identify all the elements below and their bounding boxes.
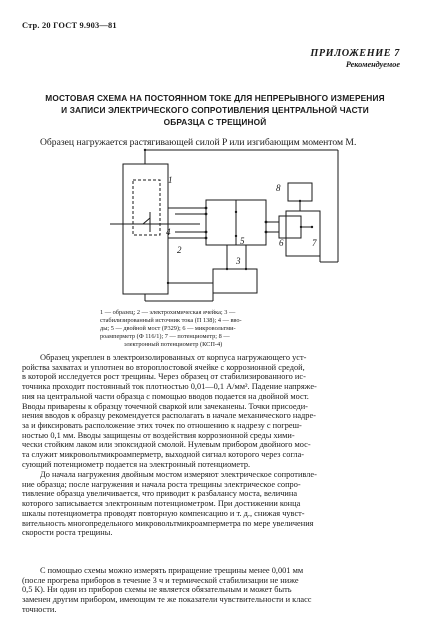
text-line: заменен другим прибором, имеющим те же показатели чувствительности и класс (22, 595, 312, 605)
diagram-label-1: 1 (168, 175, 173, 185)
text-line: шкалы потенциометра проводят повторную компенсацию и т. д., снижая чувст- (22, 508, 305, 518)
appendix-title: ПРИЛОЖЕНИЕ 7 (310, 48, 400, 59)
text-line: точности. (22, 604, 57, 614)
caption-line: 1 — образец; 2 — электрохимическая ячейка; 3 — (100, 309, 236, 316)
diagram-label-5: 5 (240, 236, 245, 246)
electronic-potentiometer-box (288, 183, 312, 201)
text-line: ностью 0,1 мм. Вводы защищены от воздействия коррозионной среды хими- (22, 430, 295, 440)
text-line: сующий потенциометр подается на электронный потенциометр. (22, 459, 251, 469)
current-source-box (213, 269, 257, 293)
diagram-label-2: 2 (177, 245, 182, 255)
intro-text: Образец нагружается растягивающей силой P или изгибающим моментом M. (40, 137, 357, 148)
text-line: тивление образца увеличивается, что приводит к разбалансу моста, величина (22, 489, 298, 499)
caption-line: роамперметр (Ф 116/1); 7 — потенциометр; 8 — (100, 333, 230, 341)
text-line: ройства захватах и уплотнен во второплостовой ячейке с коррозионной средой, (22, 362, 305, 372)
text-line: нения вводов к образцу рекомендуется располагать в начале механического надре- (22, 411, 316, 421)
caption-line: ды; 5 — двойной мост (Р329); 6 — микровольтми- (100, 325, 236, 333)
text-line: С помощью схемы можно измерять приращение трещины менее 0,001 мм (40, 566, 304, 575)
diagram-label-3: 3 (236, 256, 241, 266)
diagram-label-8: 8 (276, 183, 281, 193)
caption-line: электронный потенциометр (КСП-4) (124, 341, 223, 349)
specimen-outline (123, 164, 168, 294)
text-line: Образец укреплен в электроизолированных от корпуса нагружающего уст- (40, 353, 307, 362)
title-line: И ЗАПИСИ ЭЛЕКТРИЧЕСКОГО СОПРОТИВЛЕНИЯ ЦЕНТРАЛЬНОЙ ЧАСТИ (61, 105, 369, 116)
text-line: (после прогрева приборов в течение 3 ч и термической стабилизации не ниже (22, 575, 299, 585)
page-header: Стр. 20 ГОСТ 9.903—81 (22, 21, 117, 30)
paragraph-1 (22, 353, 406, 469)
text-line: за и фиксировать расположение этих точек по отношению к надрезу с погреш- (22, 420, 302, 430)
text-line: ния на центральной части образца с помощью вводов подается на двойной мост. (22, 391, 309, 401)
title-line: ОБРАЗЦА С ТРЕЩИНОЙ (163, 117, 267, 128)
text-line: ние образца; после нагружения и начала роста трещины электрическое сопро- (22, 479, 301, 489)
diagram-label-6: 6 (279, 238, 284, 248)
text-line: 0,5 К). Ни один из приборов схемы не является обязательным и может быть (22, 585, 292, 595)
electrochemical-cell-outline (133, 180, 160, 235)
text-line: Вводы приварены к образцу точечной сваркой или зачеканены. Точки присоеди- (22, 401, 308, 411)
text-line: точника проходит постоянный ток плотностью 0,01—0,1 А/мм². Падение напряже- (22, 382, 317, 392)
potentiometer-box (286, 211, 320, 256)
text-line: вительность многопредельного микровольтмикроамперметра по мере увеличения (22, 518, 314, 528)
text-line: чески стойким лаком или эпоксидной смолой. Нулевым прибором двойного мос- (22, 440, 311, 450)
text-line: которого записывается электронным потенциометром. При достижении конца (22, 499, 301, 509)
paragraph-3 (22, 566, 406, 615)
caption-line: стабилизированный источник тока (П 138); 4 — вво- (100, 317, 242, 325)
paragraph-2 (22, 470, 406, 538)
text-line: в которой исследуется рост трещины. Через образец от стабилизированного ис- (22, 372, 306, 382)
figure-caption (100, 309, 336, 349)
title-line: МОСТОВАЯ СХЕМА НА ПОСТОЯННОМ ТОКЕ ДЛЯ НЕПРЕРЫВНОГО ИЗМЕРЕНИЯ (45, 93, 385, 103)
text-line: До начала нагружения двойным мостом измеряют электрическое сопротивле- (40, 470, 317, 479)
text-line: скорости роста трещины. (22, 528, 113, 538)
text-line: та служит микровольтмикроамперметр, выходной сигнал которого через согла- (22, 450, 305, 460)
diagram-label-4: 4 (166, 227, 171, 237)
appendix-subtitle: Рекомендуемое (345, 60, 400, 69)
diagram-label-7: 7 (312, 238, 317, 248)
microvoltmeter-box (279, 216, 301, 238)
